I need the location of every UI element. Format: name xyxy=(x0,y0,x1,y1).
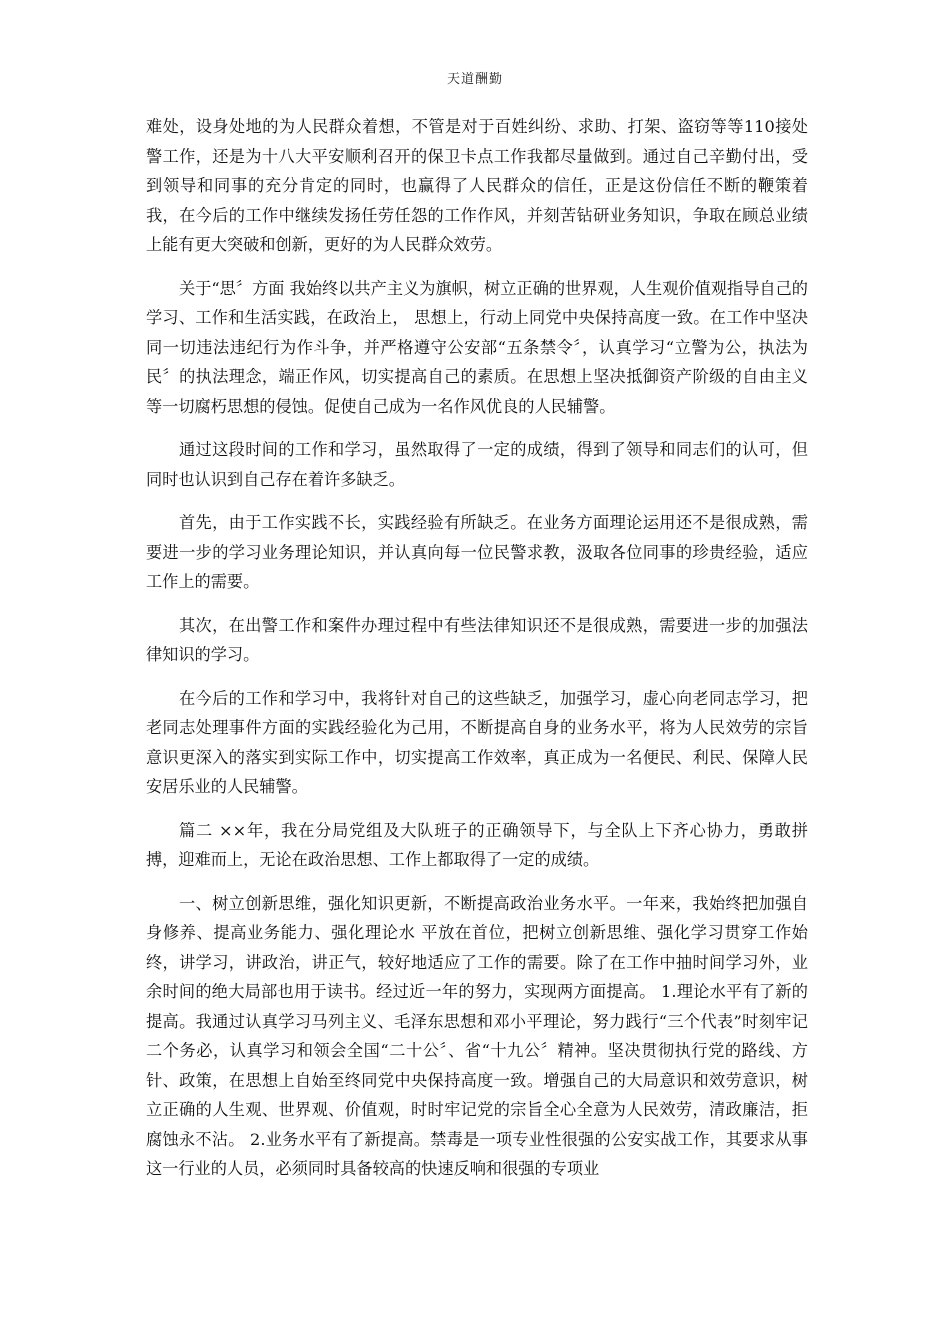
paragraph-part-two: 篇二 ××年，我在分局党组及大队班子的正确领导下，与全队上下齐心协力，勇敢拼搏，迎难而上，无论在政治思想、工作上都取得了一定的成绩。 xyxy=(146,820,808,869)
document-body xyxy=(146,112,808,1198)
paragraph-second: 其次，在出警工作和案件办理过程中有些法律知识还不是很成熟，需要进一步的加强法律知识的学习。 xyxy=(146,615,808,664)
paragraph-future: 在今后的工作和学习中，我将针对自己的这些缺乏，加强学习，虚心向老同志学习，把老同志处理事件方面的实践经验化为己用，不断提高自身的业务水平，将为人民效劳的宗旨意识更深入的落实到实际工作中，切实提高工作效率，真正成为一名便民、利民、保障人民安居乐业的人民辅警。 xyxy=(146,688,808,796)
paragraph-first: 首先，由于工作实践不长，实践经验有所缺乏。在业务方面理论运用还不是很成熟，需要进一步的学习业务理论知识，并认真向每一位民警求教，汲取各位同事的珍贵经验，适应工作上的需要。 xyxy=(146,513,808,591)
paragraph-thought: 关于“思〞方面 我始终以共产主义为旗帜，树立正确的世界观，人生观价值观指导自己的学习、工作和生活实践，在政治上， 思想上，行动上同党中央保持高度一致。在工作中坚决同一切违法违纪行为作斗争，并严格遵守公安部“五条禁令〞，认真学习“立警为公，执法为民〞的执法理念，端正作风，切实提高自己的素质。在思想上坚决抵御资产阶级的自由主义等一切腐朽思想的侵蚀。促使自己成为一名作风优良的人民辅警。 xyxy=(146,278,808,416)
page-header: 天道酬勤 xyxy=(446,72,503,87)
paragraph-summary: 通过这段时间的工作和学习，虽然取得了一定的成绩，得到了领导和同志们的认可，但同时也认识到自己存在着许多缺乏。 xyxy=(146,440,808,489)
paragraph-continuation: 难处，设身处地的为人民群众着想，不管是对于百姓纠纷、求助、打架、盗窃等等110接处警工作，还是为十八大平安顺利召开的保卫卡点工作我都尽量做到。通过自己辛勤付出，受到领导和同事的充分肯定的同时，也赢得了人民群众的信任，正是这份信任不断的鞭策着我，在今后的工作中继续发扬任劳任怨的工作作风，并刻苦钻研业务知识，争取在顾总业绩上能有更大突破和创新，更好的为人民群众效劳。 xyxy=(146,117,808,254)
paragraph-section-one: 一、树立创新思维，强化知识更新，不断提高政治业务水平。一年来，我始终把加强自身修养、提高业务能力、强化理论水 平放在首位，把树立创新思维、强化学习贯穿工作始终，讲学习，讲政治，讲正气，较好地适应了工作的需要。除了在工作中抽时间学习外，业余时间的绝大局部也用于读书。经过近一年的努力，实现两方面提高。 1.理论水平有了新的提高。我通过认真学习马列主义、毛泽东思想和邓小平理论，努力践行“三个代表”时刻牢记二个务必，认真学习和领会全国“二十公〞、省“十九公〞精神。坚决贯彻执行党的路线、方针、政策，在思想上自始至终同党中央保持高度一致。增强自己的大局意识和效劳意识，树立正确的人生观、世界观、价值观，时时牢记党的宗旨全心全意为人民效劳，清政廉洁，拒腐蚀永不沾。 2.业务水平有了新提高。禁毒是一项专业性很强的公安实战工作，其要求从事这一行业的人员，必须同时具备较高的快速反响和很强的专项业 xyxy=(146,893,808,1178)
